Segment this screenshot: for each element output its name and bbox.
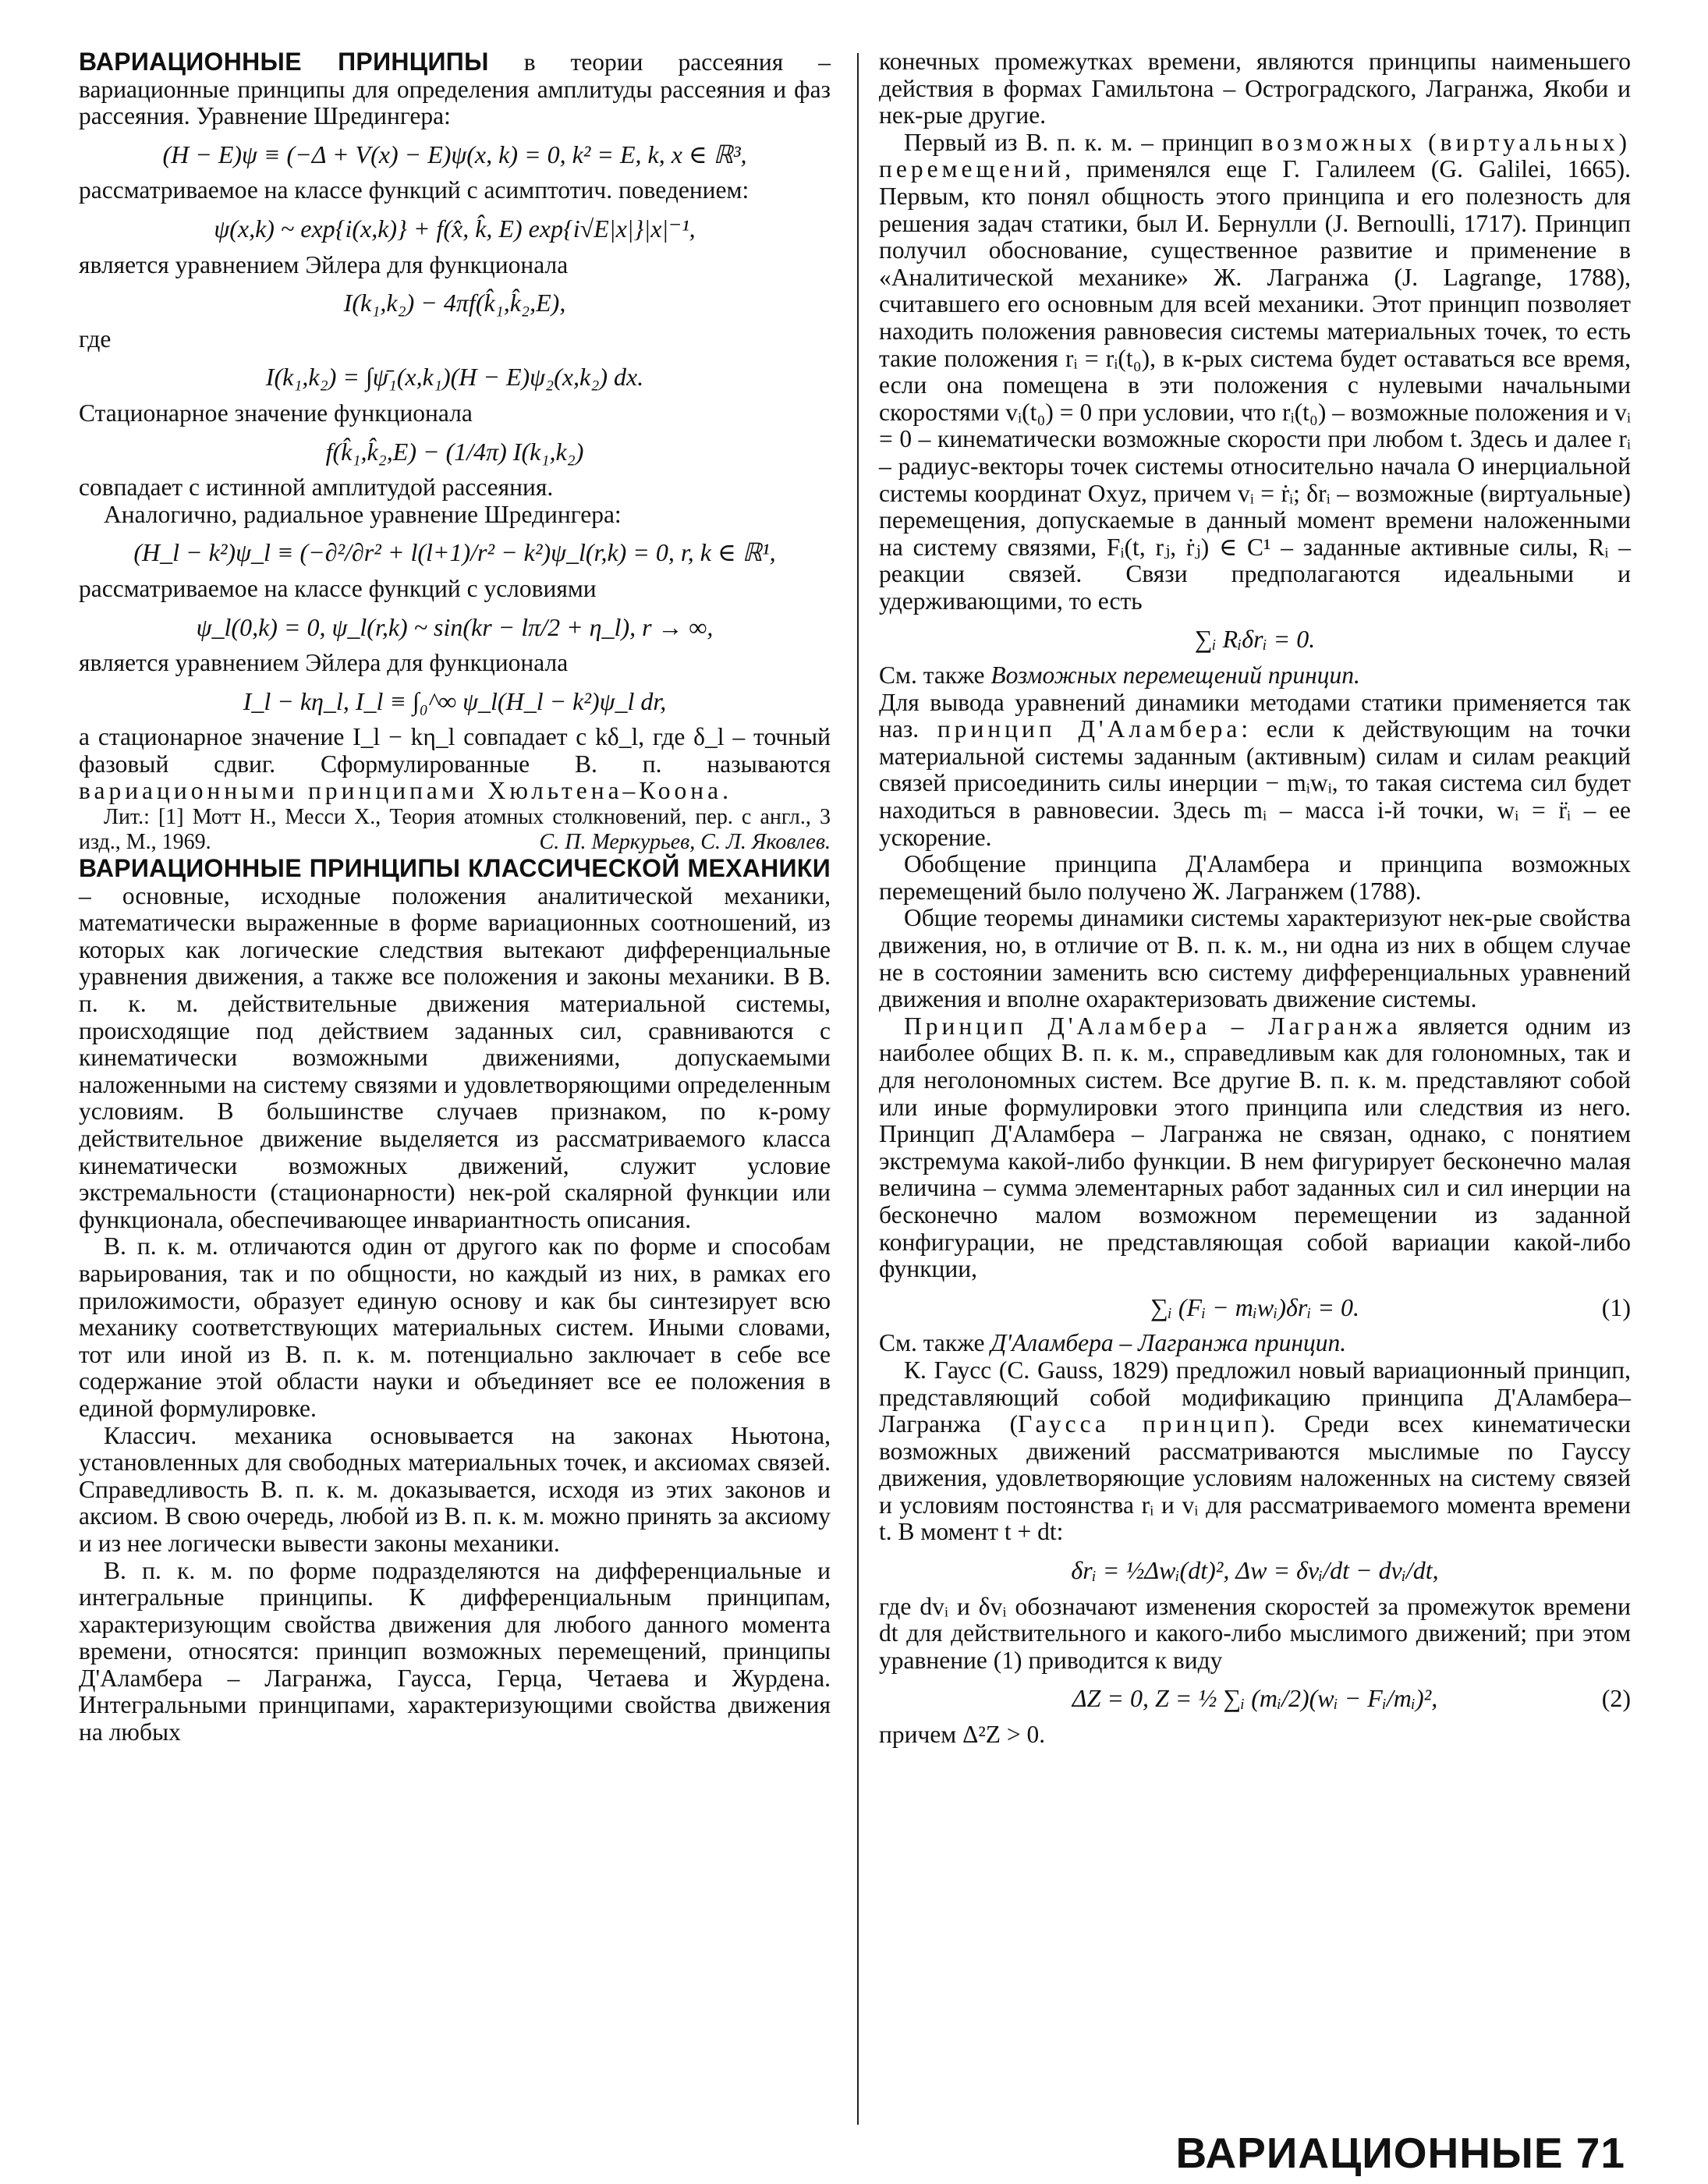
paragraph: Обобщение принципа Д'Аламбера и принципа возможных перемещений было получено Ж. Лагранжем (1788). [879, 850, 1631, 905]
paragraph: ВАРИАЦИОННЫЕ ПРИНЦИПЫ КЛАССИЧЕСКОЙ МЕХАНИКИ – основные, исходные положения аналитической механики, математически выраженные в форме вариационных соотношений, из которых как логические следствия вытекают дифференциальные уравнения движения, а также все положения и законы механики. В В. п. к. м. действительные движения материальной системы, происходящие под действием заданных сил, сравниваются с кинематически возможными движениями, допускаемыми наложенными на систему связями и удовлетворяющими определенным условиям. В большинстве случаев признаком, по к-рому действительное движение выделяется из рассматриваемого класса кинематически возможных движений, служит условие экстремальности (стационарности) нек-рой скалярной функции или функционала, обеспечивающее инвариантность описания. [79, 854, 831, 1233]
authors: С. П. Меркурьев, С. Л. Яковлев. [539, 830, 831, 855]
formula: δrᵢ = ½Δwᵢ(dt)², Δw = δvᵢ/dt − dvᵢ/dt, [1071, 1556, 1439, 1585]
running-head: ВАРИАЦИОННЫЕ 71 [1175, 2129, 1625, 2177]
formula: ψ(x,k) ~ exp{i(x,k)} + f(x̂, k̂, E) exp{i√E|x|}|x|⁻¹, [214, 214, 696, 243]
entry-heading: ВАРИАЦИОННЫЕ ПРИНЦИПЫ [79, 48, 489, 76]
formula: (H − E)ψ ≡ (−Δ + V(x) − E)ψ(x, k) = 0, k² = E, k, x ∈ ℝ³, [162, 140, 747, 168]
paragraph: К. Гаусс (C. Gauss, 1829) предложил новый вариационный принцип, представляющий собой модификацию принципа Д'Аламбера–Лагранжа (Гаусса принцип). Среди всех кинематически возможных движений рассматриваются мыслимые по Гауссу движения, удовлетворяющие условиям наложенных на систему связей и условиям постоянства rᵢ и vᵢ для рассматриваемого момента времени t. В момент t + dt: [879, 1356, 1631, 1546]
equation-number: (1) [1601, 1292, 1631, 1321]
see-also: См. также Возможных перемещений принцип. [879, 661, 1360, 690]
paragraph: совпадает с истинной амплитудой рассеяния. [79, 473, 554, 502]
entry-heading: ВАРИАЦИОННЫЕ ПРИНЦИПЫ КЛАССИЧЕСКОЙ МЕХАНИКИ [79, 854, 831, 883]
paragraph: Классич. механика основывается на законах Ньютона, установленных для свободных материальных точек, и аксиомах связей. Справедливость В. п. к. м. доказывается, исходя из этих законов и аксиом. В свою очередь, любой из В. п. к. м. можно принять за аксиому и из нее логически вывести законы механики. [79, 1421, 831, 1557]
paragraph: В. п. к. м. отличаются один от другого как по форме и способам варьирования, так и по общности, но каждый из них, в рамках его приложимости, образует единую основу и как бы синтезирует всю механику соответствующих материальных систем. Иными словами, тот или иной из В. п. к. м. потенциально заключает в себе все содержание этой области науки и объединяет все ее положения в единой формулировке. [79, 1232, 831, 1422]
formula: I(k₁,k₂) − 4πf(k̂₁,k̂₂,E), [343, 289, 566, 317]
formula: I(k₁,k₂) = ∫ψ̄₁(x,k₁)(H − E)ψ₂(x,k₂) dx. [265, 363, 644, 392]
paragraph: Для вывода уравнений динамики методами статики применяется так наз. принцип Д'Аламбера: если к действующим на точки материальной системы заданным (активным) силам и силам реакций связей присоединить силы инерции − mᵢwᵢ, то такая система сил будет находиться в равновесии. Здесь mᵢ – масса i-й точки, wᵢ = r̈ᵢ – ее ускорение. [879, 688, 1631, 851]
column-divider [857, 53, 859, 2125]
paragraph: а стационарное значение I_l − kη_l совпадает с kδ_l, где δ_l – точный фазовый сдвиг. Сформулированные В. п. называются вариационными принципами Хюльтена–Коона. [79, 723, 831, 805]
formula: f(k̂₁,k̂₂,E) − (1/4π) I(k₁,k₂) [325, 437, 584, 466]
paragraph: Первый из В. п. к. м. – принцип возможных (виртуальных) перемещений, применялся еще Г. Галилеем (G. Galilei, 1665). Первым, кто понял общность этого принципа и его полезность для решения задач статики, был И. Бернулли (J. Bernoulli, 1717). Принцип получил обоснование, существенное развитие и применение в «Аналитической механике» Ж. Лагранжа (J. Lagrange, 1788), считавшего его основным для всей механики. Этот принцип позволяет находить положения равновесия системы материальных точек, то есть такие положения rᵢ = rᵢ(t₀), в к-рых система будет оставаться все время, если она помещена в эти положения с нулевыми начальными скоростями vᵢ(t₀) = 0 при условии, что rᵢ(t₀) – возможные положения и vᵢ = 0 – кинематически возможные скорости при любом t. Здесь и далее rᵢ – радиус-векторы точек системы относительно начала O инерциальной системы координат Oxyz, причем vᵢ = ṙᵢ; δrᵢ – возможные (виртуальные) перемещения, допускаемые в данный момент времени наложенными на систему связями, Fᵢ(t, rⱼ, ṙⱼ) ∈ C¹ – заданные активные силы, Rᵢ – реакции связей. Связи предполагаются идеальными и удерживающими, то есть [879, 128, 1631, 615]
paragraph: является уравнением Эйлера для функционала [79, 250, 569, 278]
equation-number: (2) [1601, 1684, 1631, 1713]
see-also: См. также Д'Аламбера – Лагранжа принцип. [879, 1329, 1347, 1357]
formula: I_l − kη_l, I_l ≡ ∫₀^∞ ψ_l(H_l − k²)ψ_l dr, [243, 686, 667, 715]
paragraph: где dvᵢ и δvᵢ обозначают изменения скоростей за промежуток времени dt для действительного и какого-либо мыслимого движений; при этом уравнение (1) приводится к виду [879, 1592, 1631, 1674]
formula: ∑ᵢ (Fᵢ − mᵢwᵢ)δrᵢ = 0. (1) [1150, 1292, 1631, 1321]
paragraph: рассматриваемое на классе функций с условиями [79, 574, 597, 602]
paragraph: рассматриваемое на классе функций с асимптотич. поведением: [79, 176, 749, 204]
formula: ΔZ = 0, Z = ½ ∑ᵢ (mᵢ/2)(wᵢ − Fᵢ/mᵢ)², (2) [1072, 1684, 1631, 1713]
formula: ψ_l(0,k) = 0, ψ_l(r,k) ~ sin(kr − lπ/2 + η_l), r → ∞, [196, 612, 714, 641]
left-column [79, 48, 831, 1746]
paragraph: В. п. к. м. по форме подразделяются на дифференциальные и интегральные принципы. К дифференциальным принципам, характеризующим свойства движения для любого данного момента времени, относятся: принцип возможных перемещений, принципы Д'Аламбера – Лагранжа, Гаусса, Герца, Четаева и Журдена. Интегральными принципами, характеризующими свойства движения на любых [79, 1556, 831, 1746]
paragraph: Аналогично, радиальное уравнение Шредингера: [104, 500, 622, 528]
paragraph: Принцип Д'Аламбера – Лагранжа является одним из наиболее общих В. п. к. м., справедливым как для голономных, так и для неголономных систем. Все другие В. п. к. м. представляют собой или иные формулировки этого принципа или следствия из него. Принцип Д'Аламбера – Лагранжа не связан, однако, с понятием экстремума какой-либо функции. В нем фигурирует бесконечно малая величина – сумма элементарных работ заданных сил и сил инерции на бесконечно малом возможном перемещении из заданной конфигурации, не представляющая собой вариации какой-либо функции, [879, 1012, 1631, 1283]
paragraph: конечных промежутках времени, являются принципы наименьшего действия в формах Гамильтона – Остроградского, Лагранжа, Якоби и нек-рые другие. [879, 48, 1631, 129]
paragraph: где [79, 324, 112, 353]
formula: (H_l − k²)ψ_l ≡ (−∂²/∂r² + l(l+1)/r² − k²)ψ_l(r,k) = 0, r, k ∈ ℝ¹, [133, 538, 776, 567]
paragraph: причем Δ²Z > 0. [879, 1721, 1046, 1749]
formula: ∑ᵢ Rᵢδrᵢ = 0. [1194, 625, 1316, 654]
paragraph: является уравнением Эйлера для функционала [79, 649, 569, 677]
literature: Лит.: [1] Мотт Н., Месси Х., Теория атомных столкновений, пер. с англ., 3 изд., М., 1969. С. П. Меркурьев, С. Л. Яковлев. [79, 805, 831, 855]
paragraph: ВАРИАЦИОННЫЕ ПРИНЦИПЫ в теории рассеяния – вариационные принципы для определения амплитуды рассеяния и фаз рассеяния. Уравнение Шредингера: [79, 48, 831, 130]
paragraph: Общие теоремы динамики системы характеризуют нек-рые свойства движения, но, в отличие от В. п. к. м., ни одна из них в общем случае не в состоянии заменить всю систему дифференциальных уравнений движения и вполне охарактеризовать движение системы. [879, 904, 1631, 1013]
right-column [879, 48, 1631, 1749]
paragraph: Стационарное значение функционала [79, 399, 473, 427]
